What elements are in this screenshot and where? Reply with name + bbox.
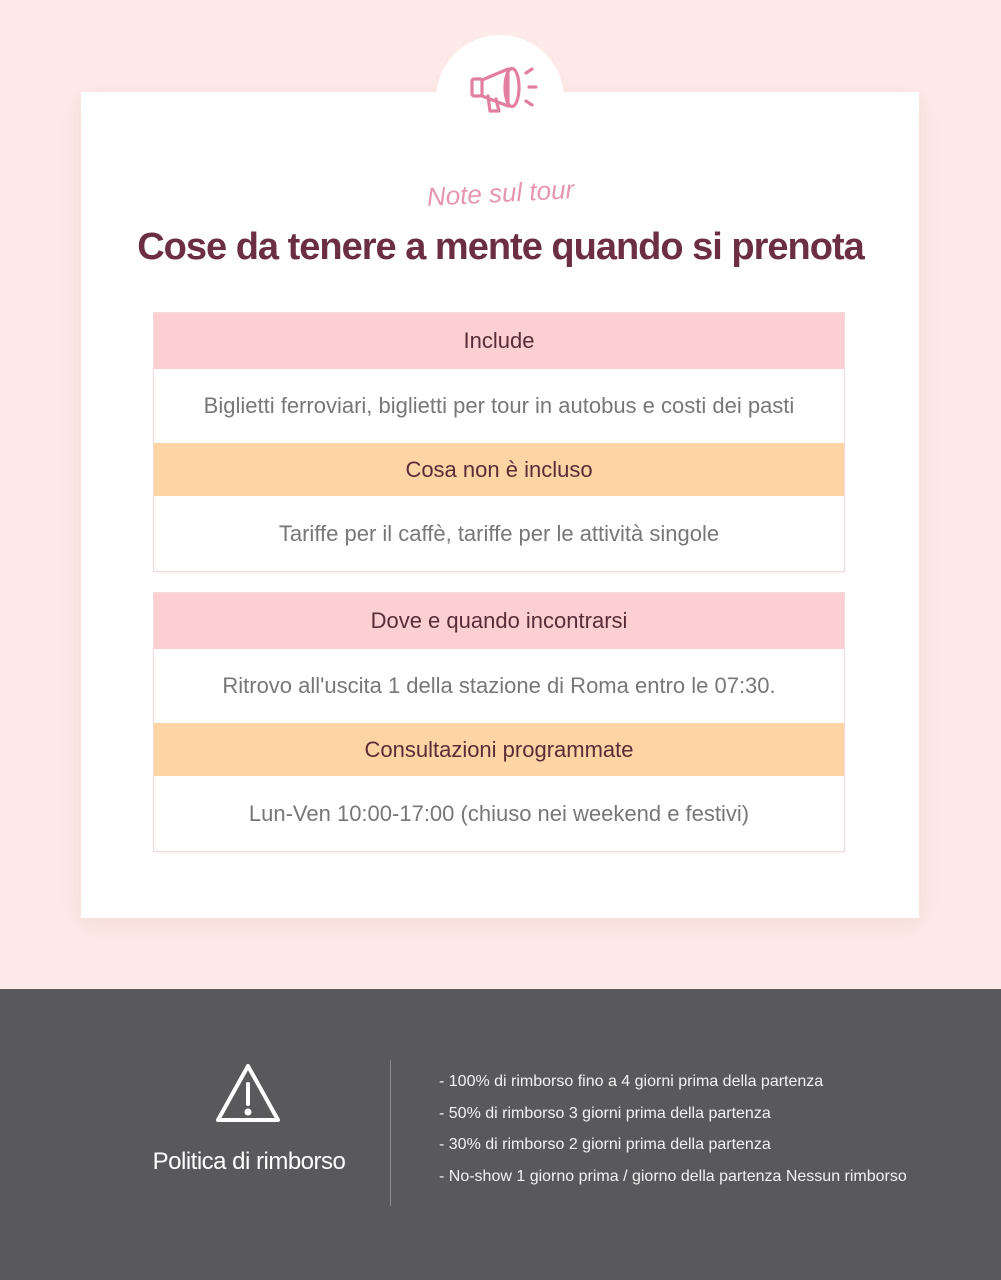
list-item: - 50% di rimborso 3 giorni prima della partenza — [439, 1104, 771, 1122]
section-heading: Include — [154, 313, 844, 369]
info-box-meeting — [154, 593, 844, 851]
subtitle: Note sul tour — [426, 174, 575, 212]
list-item: - No-show 1 giorno prima / giorno della partenza Nessun rimborso — [439, 1167, 907, 1185]
section-text: Lun-Ven 10:00-17:00 (chiuso nei weekend e festivi) — [248, 800, 750, 826]
section-text: Tariffe per il caffè, tariffe per le attività singole — [278, 520, 720, 546]
section-text: Ritrovo all'uscita 1 della stazione di Roma entro le 07:30. — [222, 673, 776, 698]
section-text: Biglietti ferroviari, biglietti per tour in autobus e costi dei pasti — [203, 393, 795, 418]
megaphone-icon — [468, 58, 544, 122]
list-item: - 100% di rimborso fino a 4 giorni prima della partenza — [439, 1073, 824, 1090]
refund-policy-list — [439, 1066, 907, 1192]
section-heading: Cosa non è incluso — [154, 443, 844, 496]
list-item: - 30% di rimborso 2 giorni prima della partenza — [439, 1136, 771, 1153]
page-title: Cose da tenere a mente quando si prenota — [137, 226, 864, 268]
refund-policy-title: Politica di rimborso — [152, 1148, 346, 1175]
section-heading: Consultazioni programmate — [154, 723, 844, 776]
divider — [390, 1060, 391, 1206]
section-heading: Dove e quando incontrarsi — [154, 593, 844, 649]
info-box-inclusions — [154, 313, 844, 571]
warning-icon — [214, 1062, 282, 1124]
